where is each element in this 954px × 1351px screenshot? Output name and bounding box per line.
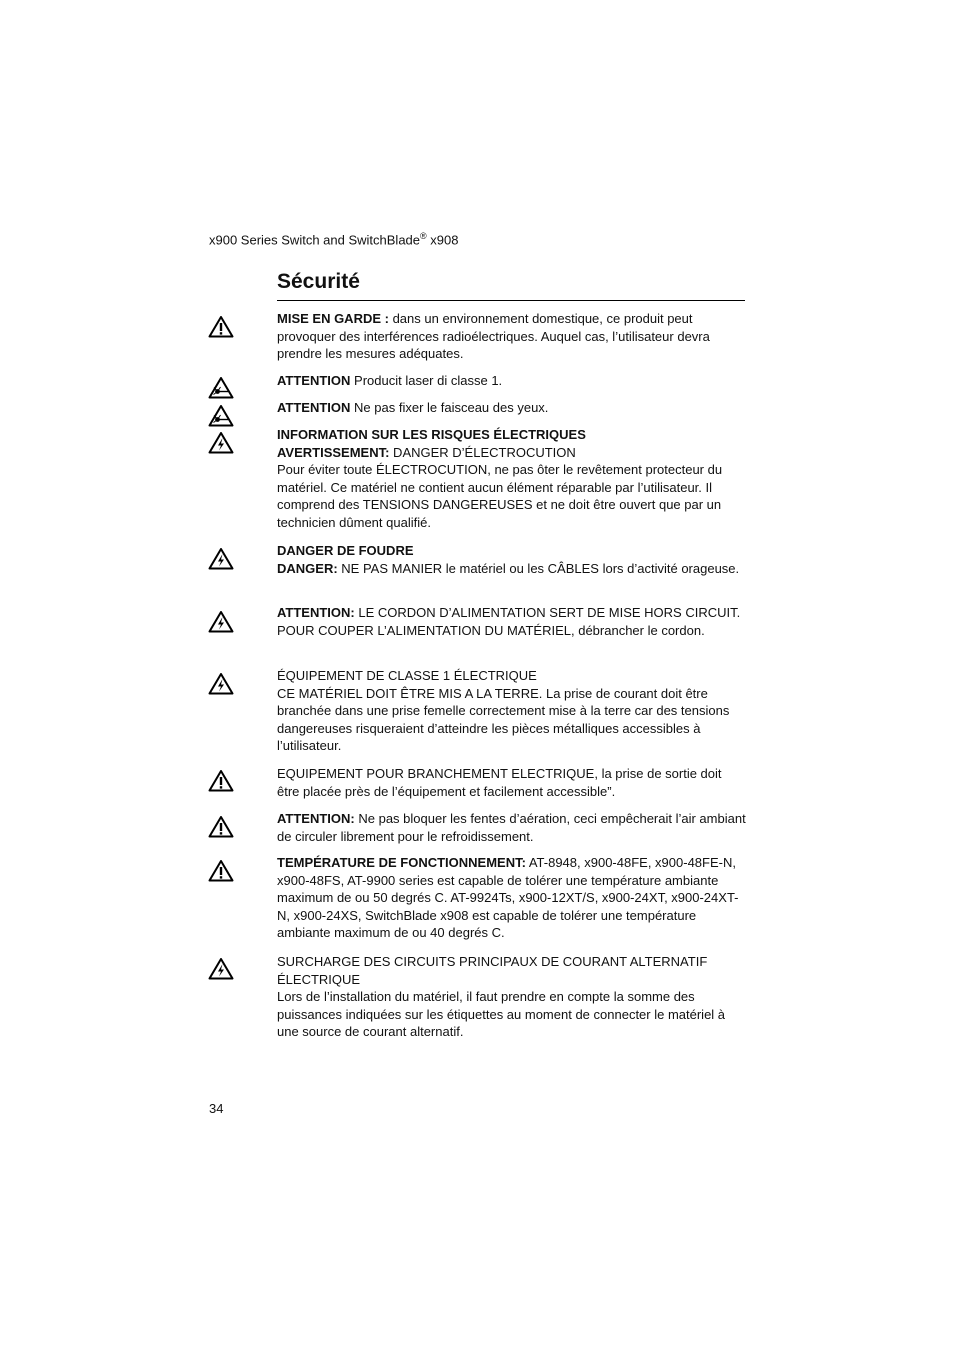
- electric-hazard-icon: [208, 431, 234, 454]
- registered-mark: ®: [420, 231, 427, 241]
- warning-triangle-icon: [208, 769, 234, 792]
- page-title: Sécurité: [277, 270, 360, 293]
- safety-notice-lightning: DANGER DE FOUDRE DANGER: NE PAS MANIER le matériel ou les CÂBLES lors d’activité orageuse.: [277, 543, 740, 576]
- safety-notice-ventilation: ATTENTION: Ne pas bloquer les fentes d’aération, ceci empêcherait l’air ambiant de circuler librement pour le refroidissement.: [277, 811, 746, 844]
- safety-notice-temperature: TEMPÉRATURE DE FONCTIONNEMENT: AT-8948, x900-48FE, x900-48FE-N, x900-48FS, AT-9900 series est capable de tolérer une température ambiante maximum de ou 50 degrés C. AT-9924Ts, x900-12XT/S, x900-24XT, x900-24XT-N, x900-24XS, SwitchBlade x908 est capable de tolérer une température ambiante maximum de ou 40 degrés C.: [277, 855, 739, 941]
- safety-notice-laser-beam: ATTENTION Ne pas fixer le faisceau des yeux.: [277, 400, 549, 415]
- laser-warning-icon: [208, 404, 234, 427]
- safety-notice-circuit-overload: SURCHARGE DES CIRCUITS PRINCIPAUX DE COURANT ALTERNATIF ÉLECTRIQUE Lors de l’installation du matériel, il faut prendre en compte la somme des puissances indiquées sur les étiquettes au moment de connecter le matériel à une source de courant alternatif.: [277, 954, 726, 1040]
- warning-triangle-icon: [208, 315, 234, 338]
- safety-notice-electrical-risk: INFORMATION SUR LES RISQUES ÉLECTRIQUES AVERTISSEMENT: DANGER D’ÉLECTROCUTION Pour éviter toute ÉLECTROCUTION, ne pas ôter le revêtement protecteur du matériel. Ce matériel ne contient aucun élément réparable par l’utilisateur. Il comprend des TENSIONS DANGEREUSES et ne doit être ouvert que par un technicien dûment qualifié.: [277, 427, 723, 530]
- safety-notice-class1: ÉQUIPEMENT DE CLASSE 1 ÉLECTRIQUE CE MATÉRIEL DOIT ÊTRE MIS A LA TERRE. La prise de courant doit être branchée dans une prise femelle correctement mise à la terre car des tensions dangereuses risqueraient d’atteindre les pièces métalliques accessibles à l’utilisateur.: [277, 668, 730, 754]
- header-suffix: x908: [426, 232, 459, 248]
- electric-hazard-icon: [208, 672, 234, 695]
- electric-hazard-icon: [208, 547, 234, 570]
- header-prefix: x900 Series Switch and SwitchBlade: [209, 232, 421, 248]
- safety-notice-outlet: EQUIPEMENT POUR BRANCHEMENT ELECTRIQUE, la prise de sortie doit être placée près de l’équipement et facilement accessible”.: [277, 766, 722, 799]
- running-header: [209, 231, 458, 247]
- safety-notice-laser-class: ATTENTION Producit laser di classe 1.: [277, 373, 503, 388]
- safety-notice-mise-en-garde: MISE EN GARDE : dans un environnement domestique, ce produit peut provoquer des interférences radioélectriques. Auquel cas, l’utilisateur devra prendre les mesures adéquates.: [277, 311, 710, 362]
- laser-warning-icon: [208, 376, 234, 399]
- electric-hazard-icon: [208, 610, 234, 633]
- electric-hazard-icon: [208, 957, 234, 980]
- warning-triangle-icon: [208, 815, 234, 838]
- safety-notice-power-cord: ATTENTION: LE CORDON D’ALIMENTATION SERT DE MISE HORS CIRCUIT. POUR COUPER L’ALIMENTATION DU MATÉRIEL, débrancher le cordon.: [277, 605, 741, 638]
- page-number: 34: [209, 1101, 224, 1116]
- warning-triangle-icon: [208, 859, 234, 882]
- title-rule: [277, 300, 745, 301]
